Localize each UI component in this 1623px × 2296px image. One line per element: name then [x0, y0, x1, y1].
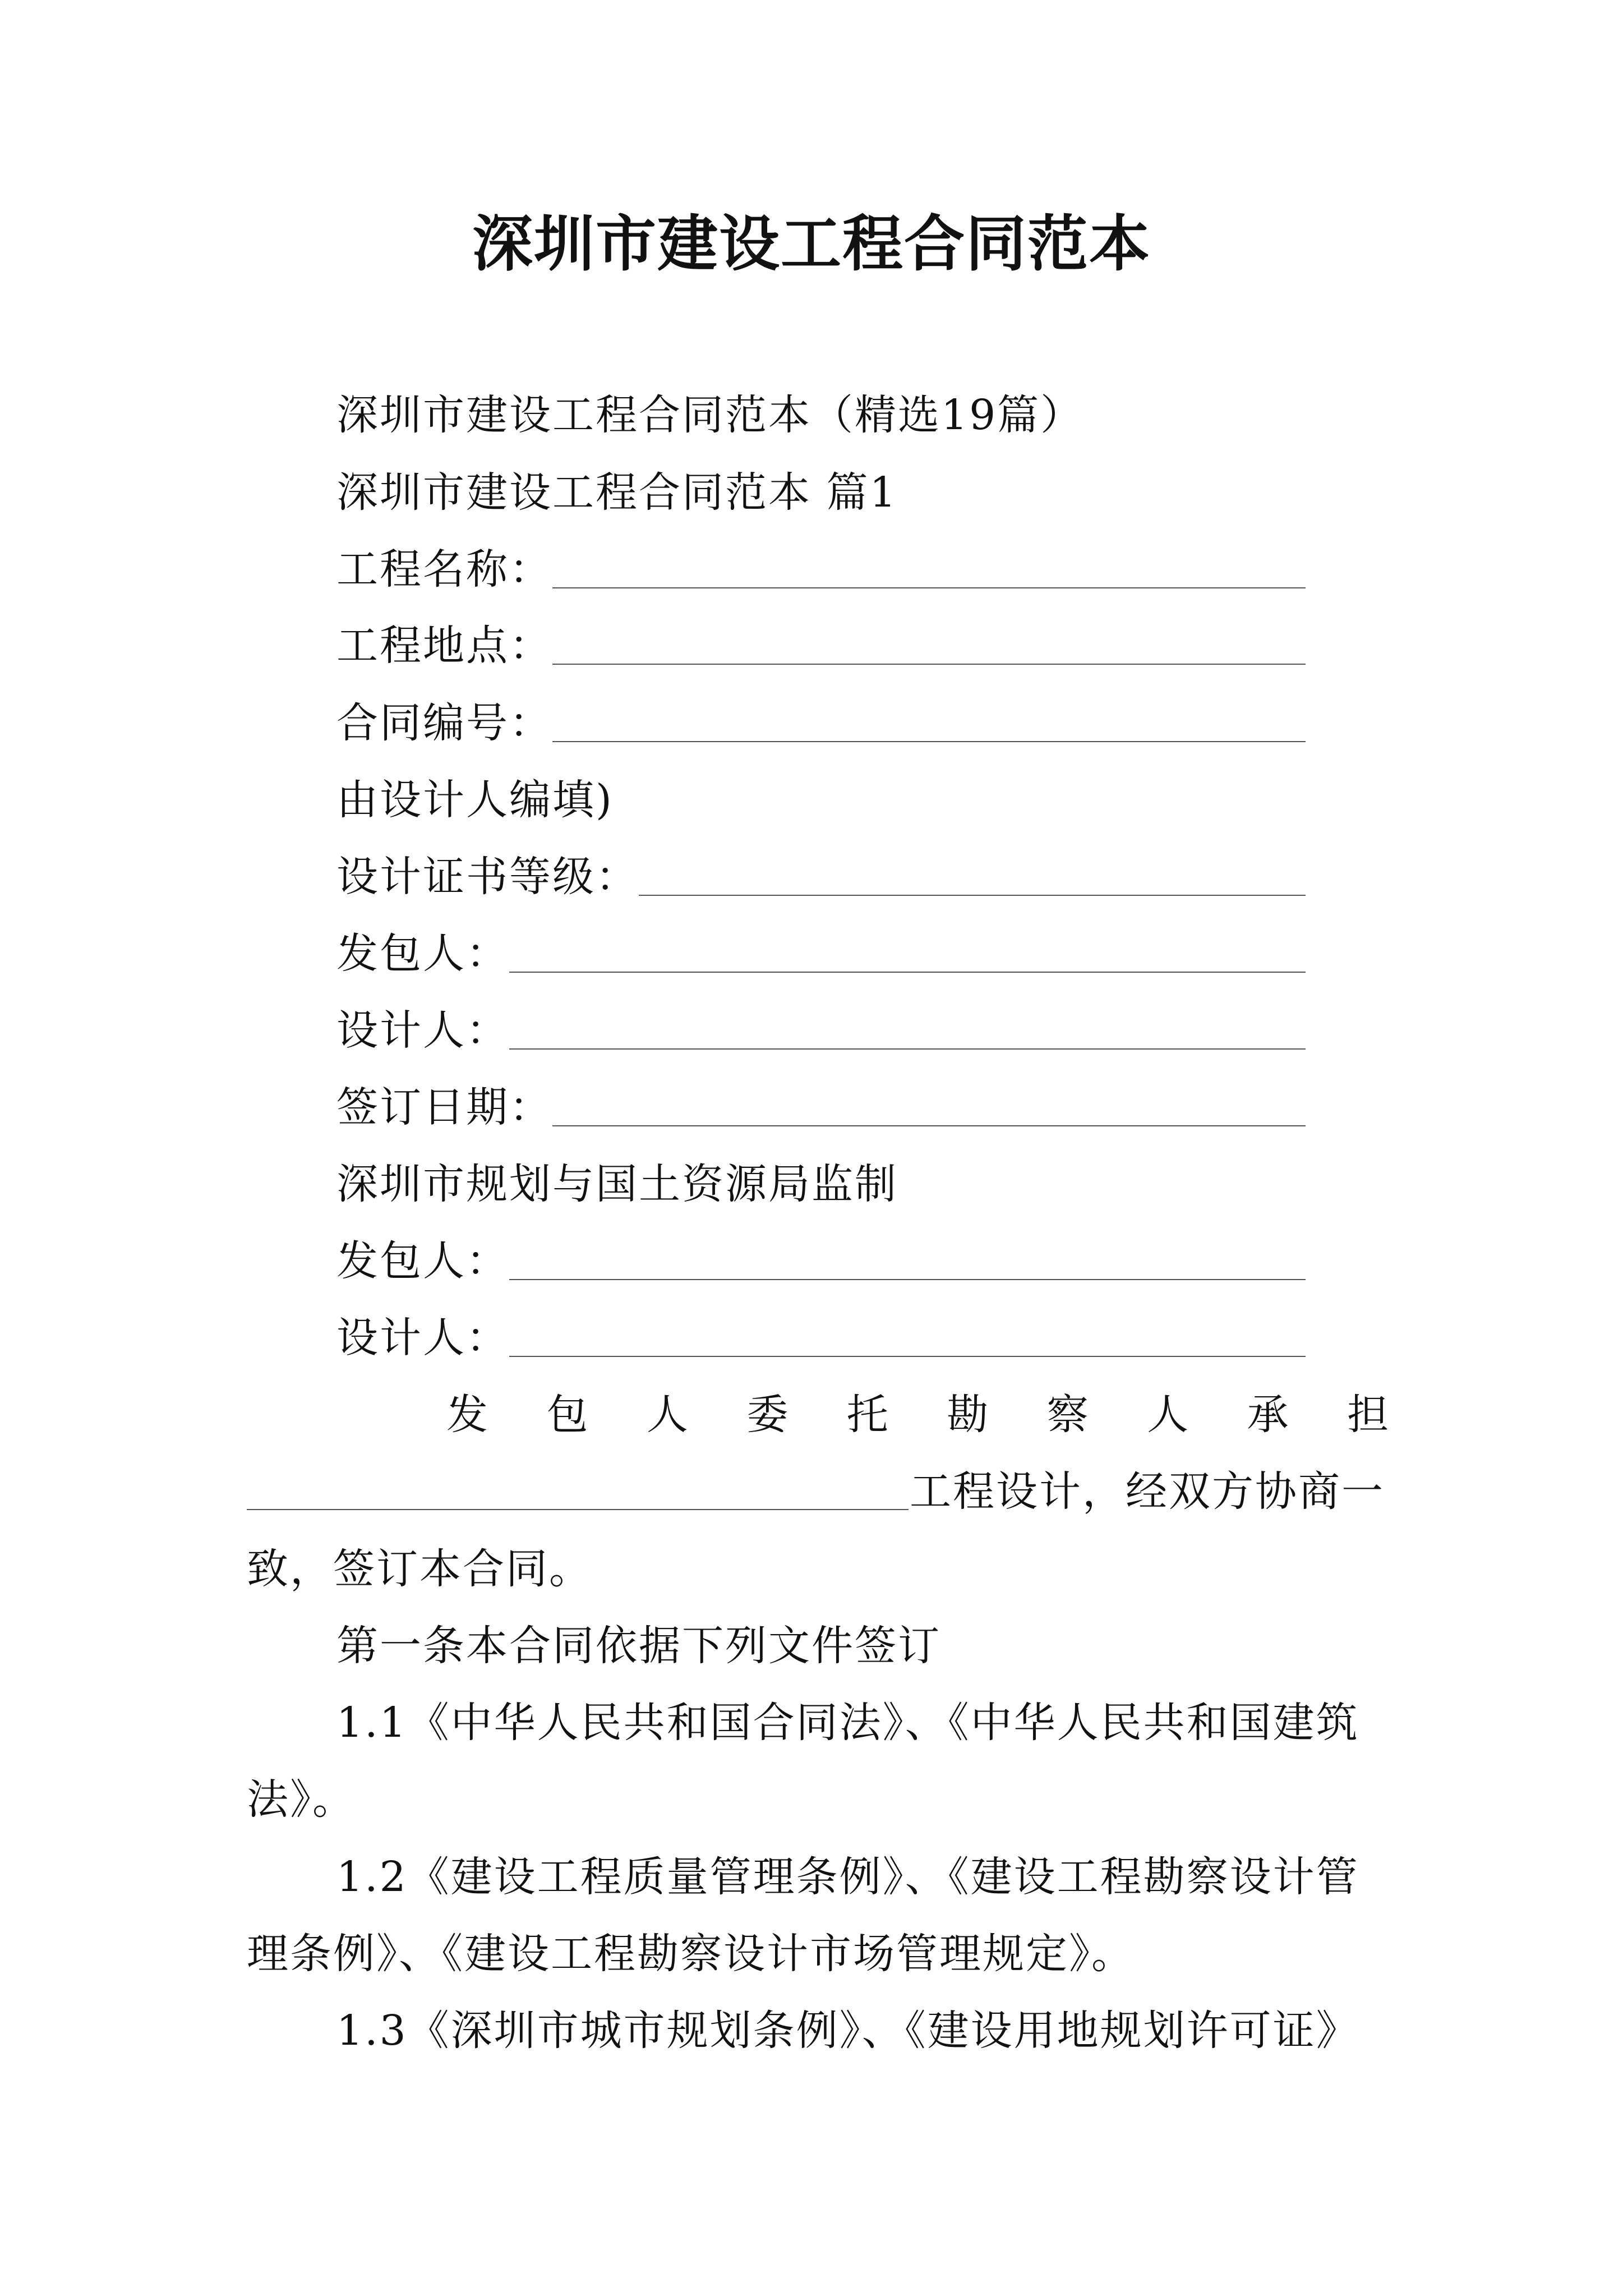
intro-char: 察 — [1046, 1391, 1089, 1439]
project-name-field — [336, 541, 1306, 597]
intro-char: 人 — [1147, 1391, 1189, 1439]
intro-char: 包 — [546, 1391, 588, 1439]
intro-char: 托 — [846, 1391, 888, 1439]
project-location-field — [336, 618, 1306, 674]
employer-blank-2 — [509, 1239, 1306, 1280]
project-name-label: 工程名称： — [336, 545, 552, 593]
designer-label-1: 设计人： — [336, 1006, 509, 1055]
intro-char: 发 — [446, 1391, 488, 1439]
project-location-label: 工程地点： — [336, 622, 552, 670]
intro-char: 勘 — [947, 1391, 989, 1439]
item-1-3-line-1: 1.3《深圳市城市规划条例》、《建设用地规划许可证》 — [336, 2007, 1359, 2055]
intro-line-1 — [446, 1387, 1389, 1443]
project-name-blank — [552, 547, 1306, 588]
contract-number-field — [336, 695, 1306, 751]
employer-label-2: 发包人： — [336, 1237, 509, 1285]
intro-char: 人 — [646, 1391, 688, 1439]
article-1-heading: 第一条本合同依据下列文件签订 — [336, 1622, 941, 1670]
contract-number-label: 合同编号： — [336, 699, 552, 747]
document-subtitle: 深圳市建设工程合同范本（精选19篇） — [336, 391, 1084, 439]
employer-field-2 — [336, 1233, 1306, 1289]
employer-blank-1 — [509, 931, 1306, 973]
designer-field-2 — [336, 1310, 1306, 1366]
filled-by-note: 由设计人编填) — [336, 776, 614, 824]
signing-date-field — [336, 1079, 1306, 1135]
item-1-2-line-2: 理条例》、《建设工程勘察设计市场管理规定》。 — [247, 1930, 1135, 1978]
designer-field-1 — [336, 1002, 1306, 1059]
signing-date-blank — [552, 1085, 1306, 1126]
document-title: 深圳市建设工程合同范本 — [472, 209, 1151, 279]
certificate-level-field — [336, 849, 1306, 905]
project-location-blank — [552, 623, 1306, 665]
designer-blank-2 — [509, 1315, 1306, 1357]
certificate-level-label: 设计证书等级： — [336, 853, 639, 901]
intro-line-2-tail: 工程设计，经双方协商一 — [910, 1467, 1385, 1516]
intro-line-3: 致，签订本合同。 — [247, 1545, 592, 1593]
supervisor-line: 深圳市规划与国土资源局监制 — [336, 1160, 898, 1208]
section-heading: 深圳市建设工程合同范本 篇1 — [336, 468, 898, 517]
designer-blank-1 — [509, 1008, 1306, 1050]
employer-label-1: 发包人： — [336, 930, 509, 978]
signing-date-label: 签订日期： — [336, 1083, 552, 1131]
designer-label-2: 设计人： — [336, 1314, 509, 1362]
intro-char: 承 — [1247, 1391, 1289, 1439]
intro-char: 委 — [746, 1391, 789, 1439]
intro-char: 担 — [1347, 1391, 1389, 1439]
contract-number-blank — [552, 701, 1306, 742]
item-1-2-line-1: 1.2《建设工程质量管理条例》、《建设工程勘察设计管 — [336, 1853, 1359, 1901]
certificate-level-blank — [639, 854, 1306, 896]
project-blank-inline — [247, 1509, 909, 1510]
item-1-1-line-1: 1.1《中华人民共和国合同法》、《中华人民共和国建筑 — [336, 1699, 1359, 1747]
employer-field-1 — [336, 926, 1306, 982]
item-1-1-line-2: 法》。 — [247, 1775, 356, 1824]
